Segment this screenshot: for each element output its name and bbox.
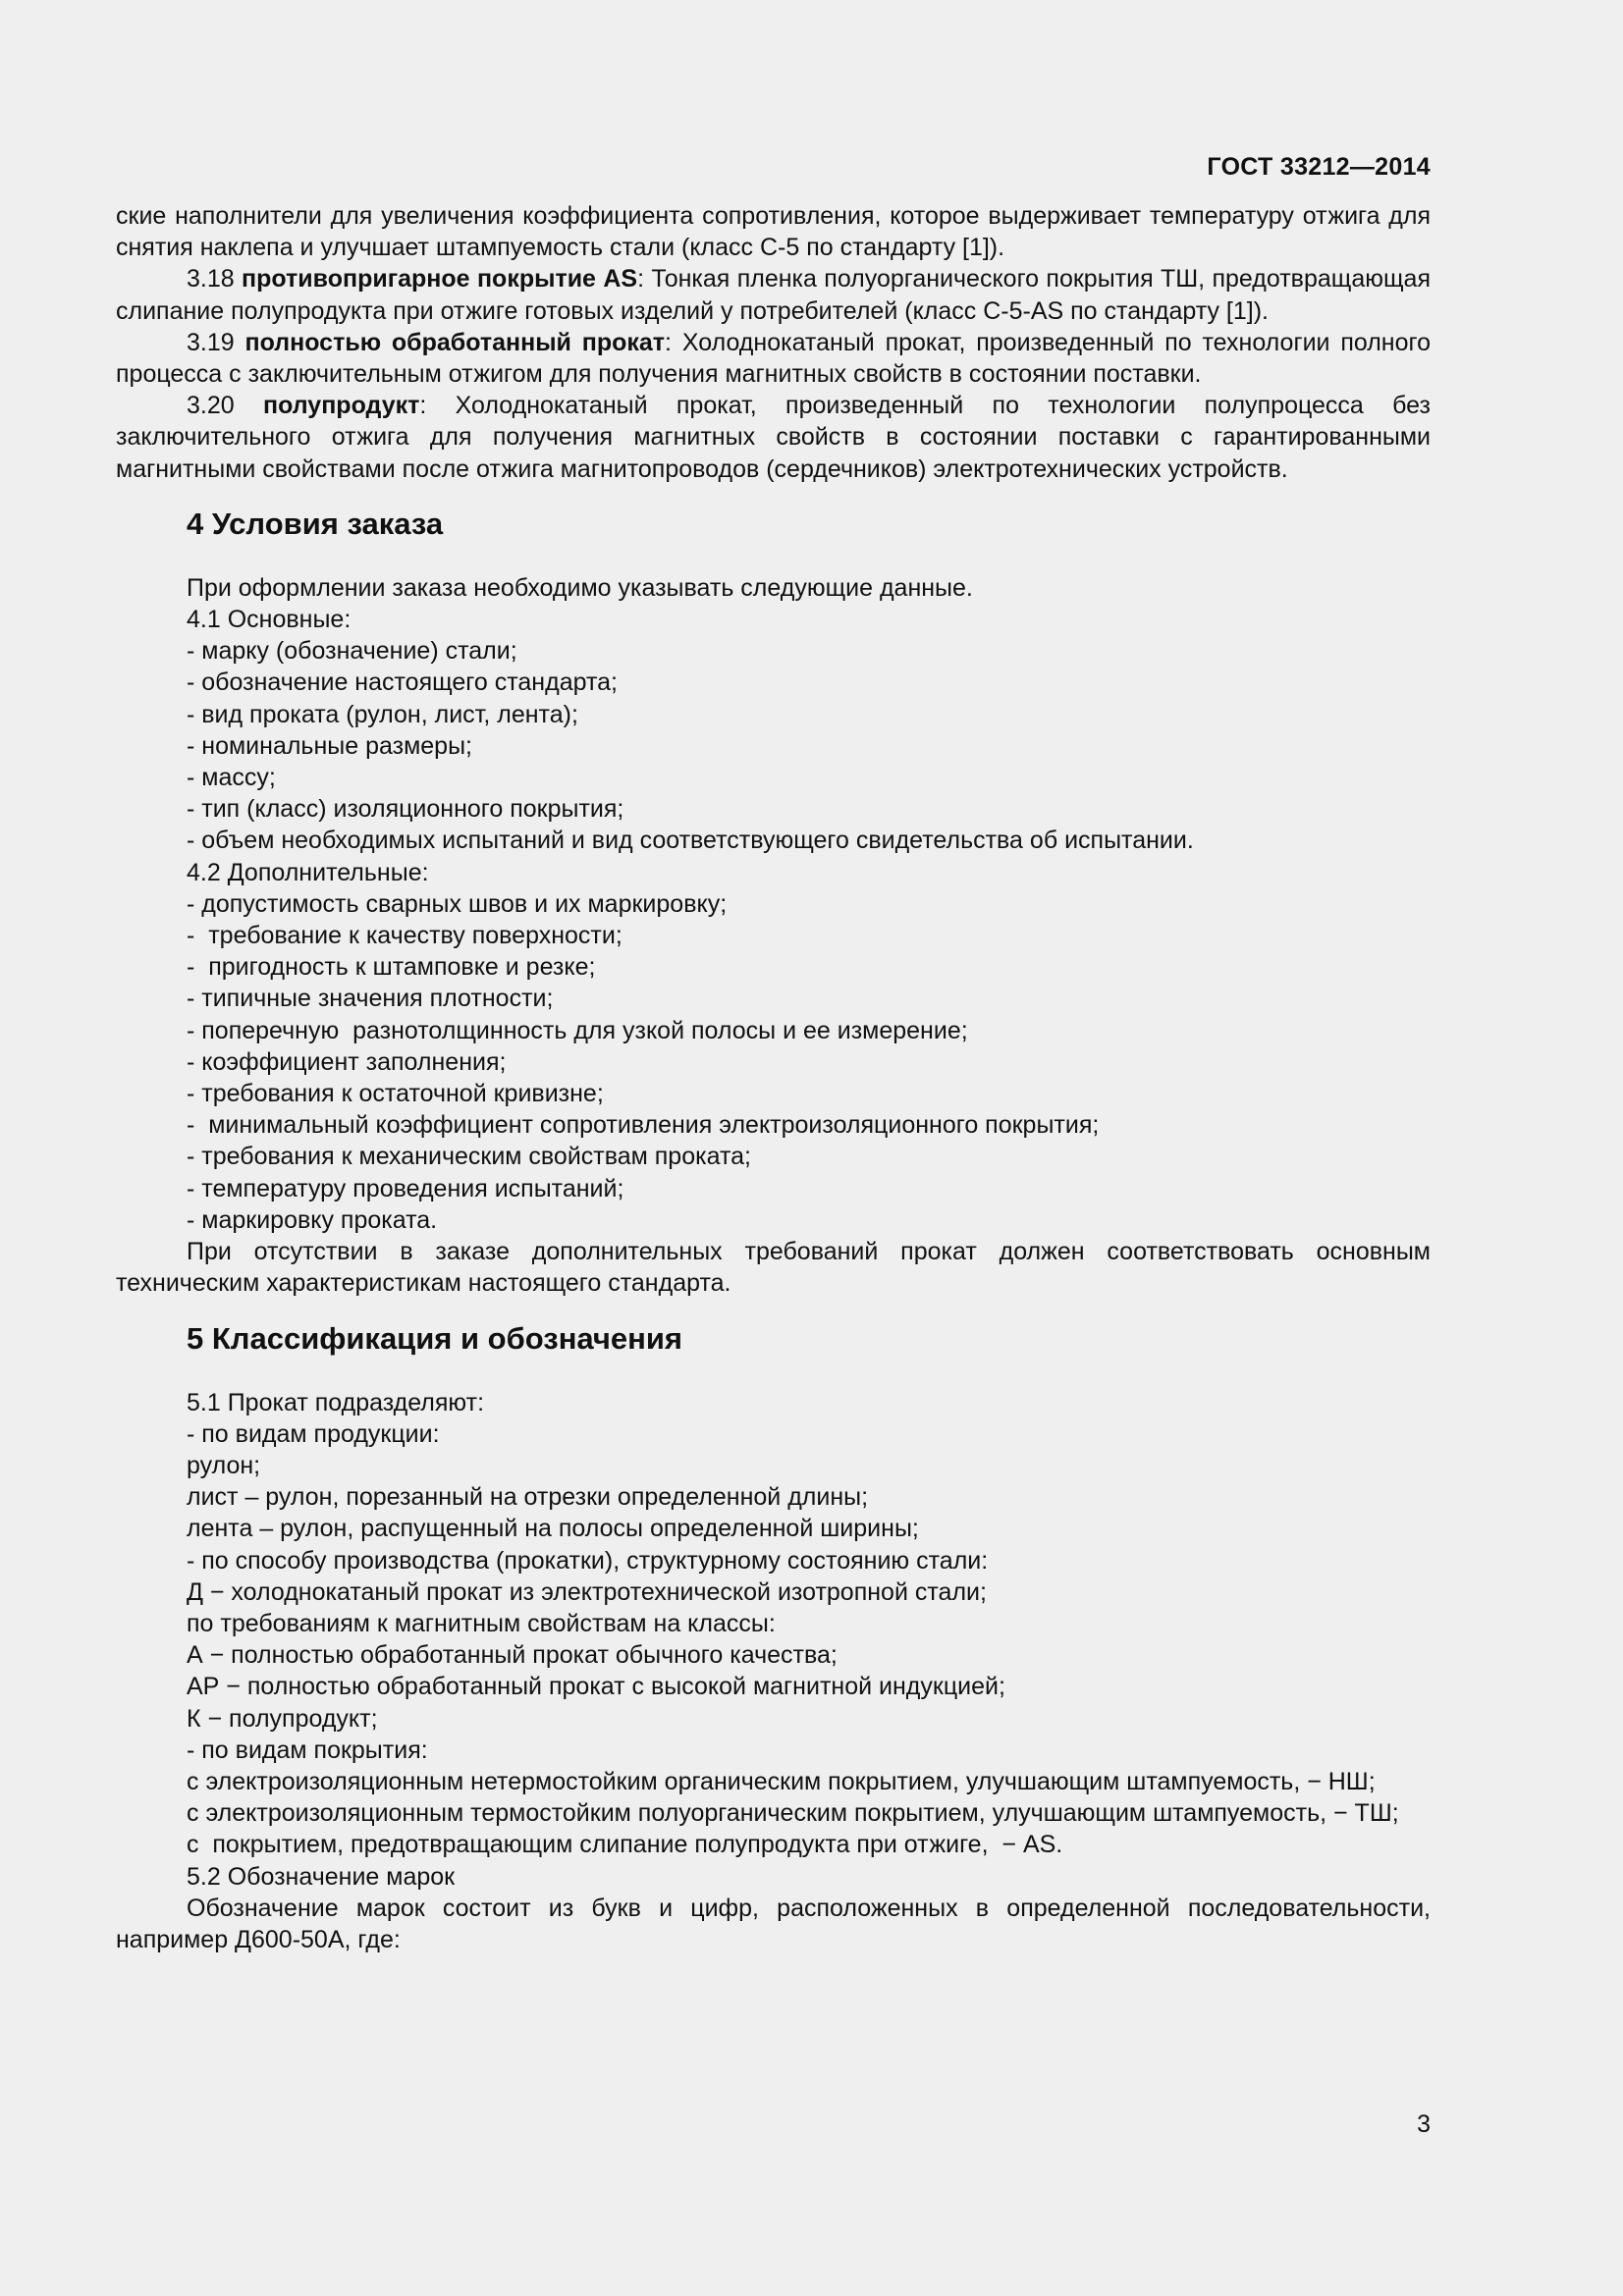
list-item: А − полностью обработанный прокат обычного качества;: [187, 1641, 838, 1670]
list-item: - требования к механическим свойствам проката;: [187, 1143, 751, 1171]
list-item: - пригодность к штамповке и резке;: [187, 953, 596, 982]
list-item: - требование к качеству поверхности;: [187, 922, 622, 950]
marks-paragraph: Обозначение марок состоит из букв и цифр, расположенных в определенной последовательности, например Д600-50А, где:: [116, 1894, 1431, 1953]
document-body: [116, 200, 1431, 1955]
section-4-closing: При отсутствии в заказе дополнительных требований прокат должен соответствовать основным техническим характеристикам настоящего стандарта.: [116, 1238, 1431, 1298]
list-item: - температуру проведения испытаний;: [187, 1174, 624, 1202]
coating-as-line: с покрытием, предотвращающим слипание полупродукта при отжиге, − AS.: [187, 1831, 1063, 1859]
list-item: - объем необходимых испытаний и вид соответствующего свидетельства об испытании.: [187, 827, 1194, 855]
list-item: - по способу производства (прокатки), структурному состоянию стали:: [187, 1546, 989, 1575]
document-header: ГОСТ 33212—2014: [1207, 153, 1431, 181]
list-item: - тип (класс) изоляционного покрытия;: [187, 795, 624, 824]
list-item: - вид проката (рулон, лист, лента);: [187, 700, 578, 728]
list-item: - требования к остаточной кривизне;: [187, 1080, 604, 1108]
list-item: - по видам покрытия:: [187, 1735, 428, 1764]
list-item: - марку (обозначение) стали;: [187, 637, 517, 666]
definition-term: полностью обработанный прокат: [244, 328, 666, 356]
list-item: - маркировку проката.: [187, 1205, 438, 1234]
definition-3-18: 3.18 противопригарное покрытие AS: Тонкая пленка полуорганического покрытия ТШ, предотвращающая слипание полупродукта при отжиге готовых изделий у потребителей (класс С-5-AS по стандарту [1]).: [116, 265, 1431, 325]
list-item: К − полупродукт;: [187, 1704, 378, 1733]
paragraph-continued: ские наполнители для увеличения коэффициента сопротивления, которое выдерживает температуру отжига для снятия наклепа и улучшает штампуемость стали (класс С-5 по стандарту [1]).: [116, 202, 1431, 262]
list-item: - типичные значения плотности;: [187, 985, 554, 1013]
list-item: по требованиям к магнитным свойствам на классы:: [187, 1609, 776, 1637]
list-item: - допустимость сварных швов и их маркировку;: [187, 889, 728, 918]
section-4-intro: При оформлении заказа необходимо указывать следующие данные.: [187, 573, 973, 602]
list-item: - минимальный коэффициент сопротивления электроизоляционного покрытия;: [187, 1111, 1100, 1140]
list-item: - поперечную разнотолщинность для узкой полосы и ее измерение;: [187, 1016, 968, 1044]
coating-tsh-paragraph: с электроизоляционным термостойким полуорганическим покрытием, улучшающим штампуемость, − ТШ;: [187, 1799, 1399, 1828]
definition-term: полупродукт: [263, 392, 420, 420]
list-item: - коэффициент заполнения;: [187, 1047, 507, 1076]
list-item: лист – рулон, порезанный на отрезки определенной длины;: [187, 1483, 869, 1512]
section-5-2-title: 5.2 Обозначение марок: [187, 1862, 456, 1891]
section-4-heading: 4 Условия заказа: [187, 506, 444, 541]
definition-term: противопригарное покрытие AS: [242, 265, 638, 294]
list-item: - по видам продукции:: [187, 1419, 440, 1448]
coating-ns-paragraph: с электроизоляционным нетермостойким органическим покрытием, улучшающим штампуемость, − НШ;: [187, 1767, 1376, 1795]
list-item: Д − холоднокатаный прокат из электротехнической изотропной стали;: [187, 1577, 987, 1606]
list-item: рулон;: [187, 1451, 261, 1479]
list-item: - номинальные размеры;: [187, 731, 472, 760]
list-item: - обозначение настоящего стандарта;: [187, 668, 618, 697]
section-4-2-title: 4.2 Дополнительные:: [187, 858, 429, 886]
list-item: АР − полностью обработанный прокат с высокой магнитной индукцией;: [187, 1673, 1005, 1701]
page-number: 3: [1417, 2110, 1431, 2138]
list-item: лента – рулон, распущенный на полосы определенной ширины;: [187, 1515, 919, 1543]
section-5-heading: 5 Классификация и обозначения: [187, 1320, 682, 1356]
definition-3-20: 3.20 полупродукт: Холоднокатаный прокат, произведенный по технологии полупроцесса без заключительного отжига для получения магнитных свойств в состоянии поставки с гарантированными магнитными свойствами после отжига магнитопроводов (сердечников) электротехнических устройств.: [116, 392, 1432, 483]
section-5-1-title: 5.1 Прокат подразделяют:: [187, 1388, 485, 1416]
list-item: - массу;: [187, 764, 276, 792]
definition-3-19: 3.19 полностью обработанный прокат: Холоднокатаный прокат, произведенный по технологии полного процесса с заключительным отжигом для получения магнитных свойств в состоянии поставки.: [116, 328, 1431, 389]
section-4-1-title: 4.1 Основные:: [187, 606, 352, 634]
